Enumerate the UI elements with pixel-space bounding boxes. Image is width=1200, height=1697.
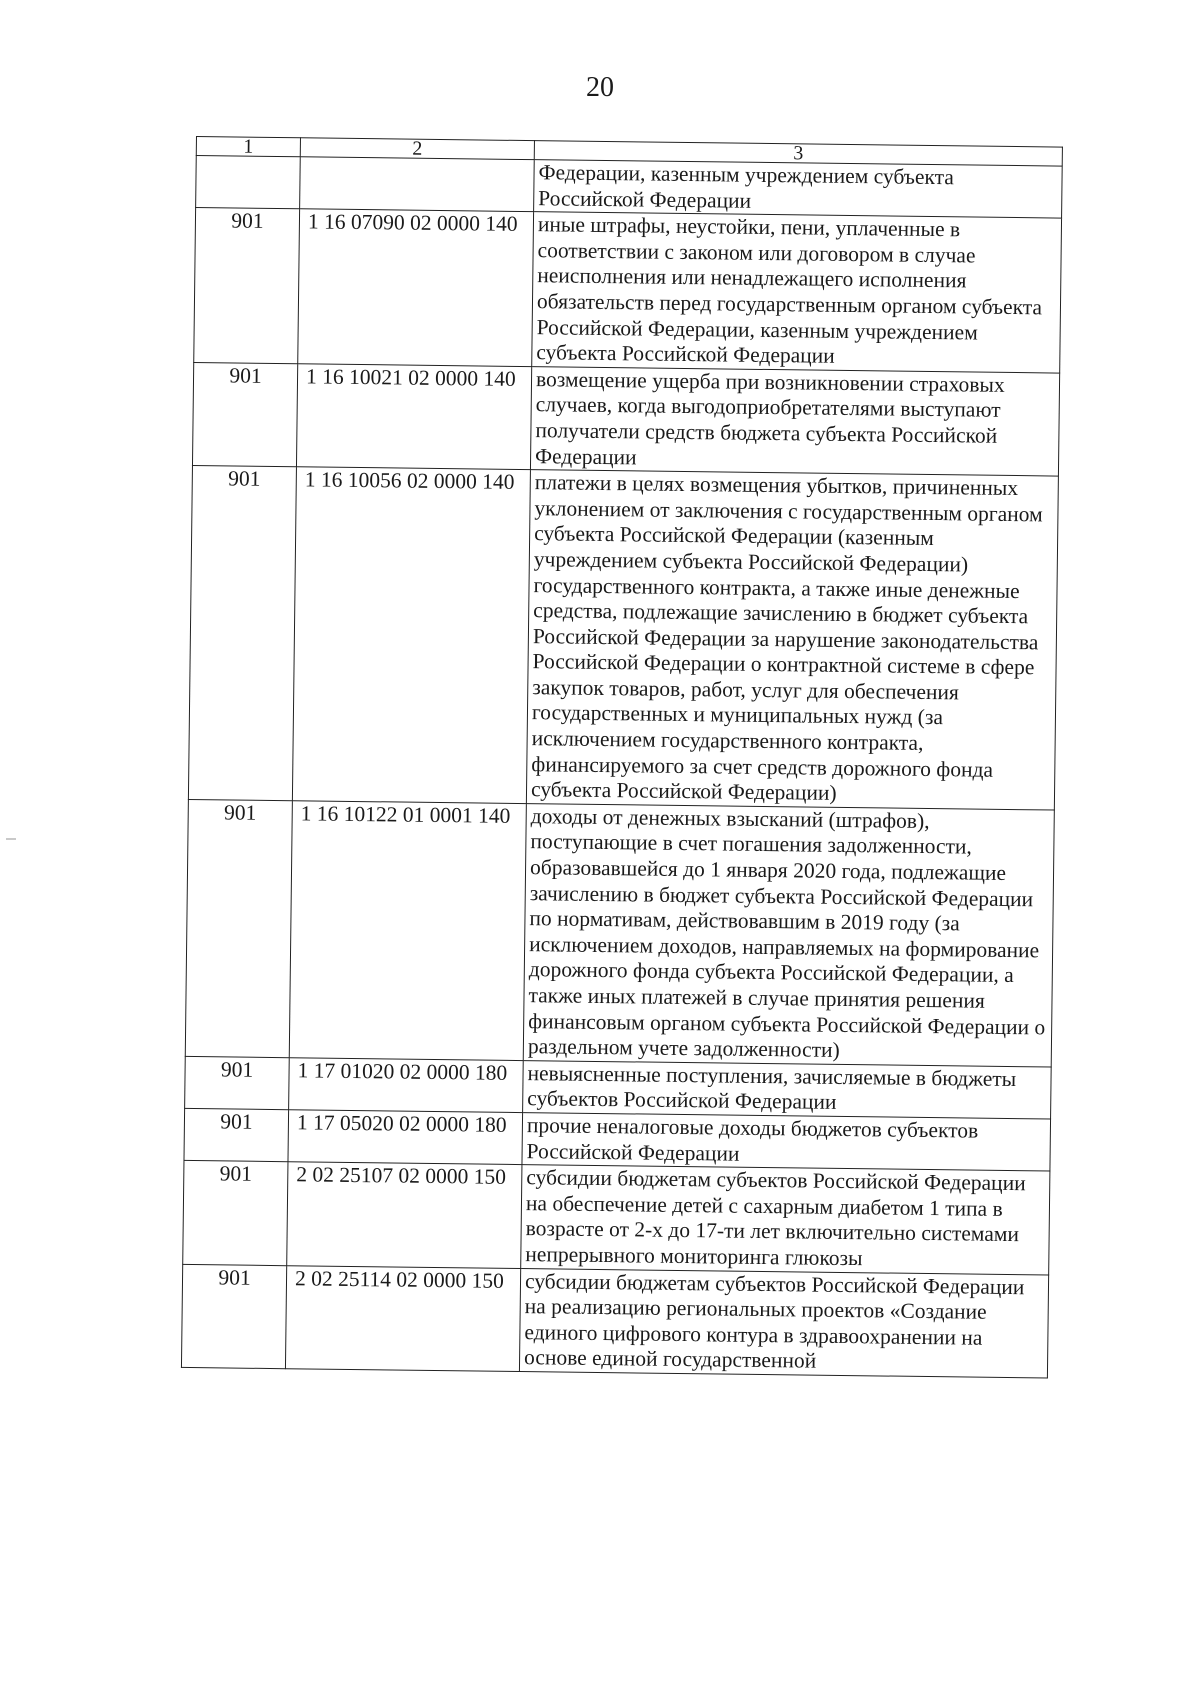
revenue-codes-table	[181, 136, 1063, 1378]
kbk-code-cell: 1 16 10122 01 0001 140	[289, 801, 526, 1061]
description-cell: невыясненные поступления, зачисляемые в бюджеты субъектов Российской Федерации	[523, 1060, 1052, 1119]
header-col-1: 1	[196, 137, 300, 157]
table-row	[183, 1161, 1050, 1275]
kbk-code-cell: 1 16 07090 02 0000 140	[298, 209, 534, 366]
kbk-code-cell: 2 02 25107 02 0000 150	[287, 1162, 522, 1268]
owner-code-cell: 901	[181, 1264, 286, 1369]
table-row	[188, 466, 1058, 810]
owner-code-cell: 901	[192, 362, 297, 467]
owner-code-cell: 901	[194, 208, 300, 364]
kbk-code-cell: 1 17 05020 02 0000 180	[288, 1110, 523, 1165]
owner-code-cell: 901	[184, 1108, 289, 1161]
kbk-code-cell: 1 16 10056 02 0000 140	[292, 467, 530, 804]
description-cell: субсидии бюджетам субъектов Российской Федерации на реализацию региональных проектов «Создание единого цифрового контура в здравоохранении на основе единой государственной	[519, 1268, 1048, 1378]
owner-code-cell: 901	[185, 799, 292, 1057]
description-cell: доходы от денежных взысканий (штрафов), поступающие в счет погашения задолженности, образовавшейся до 1 января 2020 года, подлежащие зачислению в бюджет субъекта Российской Федерации по нормативам, действовавшим в 2019 году (за исключением доходов, направляемых на формирование дорожного фонда субъекта Российской Федерации, а также иных платежей в случае принятия решения финансовым органом субъекта Российской Федерации о раздельном учете задолженности)	[523, 803, 1054, 1066]
owner-code-cell: 901	[188, 466, 296, 801]
kbk-code-cell: 2 02 25114 02 0000 150	[285, 1265, 520, 1371]
table-row	[192, 362, 1059, 476]
revenue-codes-table-wrapper	[181, 136, 1062, 1378]
table-row	[185, 799, 1054, 1066]
owner-code-cell: 901	[185, 1056, 290, 1109]
owner-code-cell	[196, 156, 301, 209]
description-cell: Федерации, казенным учреждением субъекта Российской Федерации	[534, 160, 1063, 219]
scan-margin-mark	[6, 838, 16, 840]
header-col-2: 2	[300, 138, 534, 160]
kbk-code-cell: 1 17 01020 02 0000 180	[289, 1057, 524, 1112]
owner-code-cell: 901	[183, 1161, 288, 1266]
description-cell: возмещение ущерба при возникновении страховых случаев, когда выгодоприобретателями выступают получатели средств бюджета субъекта Российской Федерации	[530, 366, 1059, 476]
page-number: 20	[586, 72, 614, 103]
kbk-code-cell: 1 16 10021 02 0000 140	[296, 364, 531, 470]
header-col-3: 3	[534, 141, 1062, 166]
description-cell: иные штрафы, неустойки, пени, уплаченные в соответствии с законом или договором в случае неисполнения или ненадлежащего исполнения обязательств перед государственным органом субъекта Российской Федерации, казенным учреждением субъекта Российской Федерации	[532, 212, 1062, 373]
description-cell: субсидии бюджетам субъектов Российской Федерации на обеспечение детей с сахарным диабетом 1 типа в возрасте от 2-х до 17-ти лет включительно системами непрерывного мониторинга глюкозы	[521, 1165, 1050, 1275]
description-cell: прочие неналоговые доходы бюджетов субъектов Российской Федерации	[522, 1113, 1051, 1172]
description-cell: платежи в целях возмещения убытков, причиненных уклонением от заключения с государственным органом субъекта Российской Федерации (казенным учреждением субъекта Российской Федерации) государственного контракта, а также иные денежные средства, подлежащие зачислению в бюджет субъекта Российской Федерации за нарушение законодательства Российской Федерации о контрактной системе в сфере закупок товаров, работ, услуг для обеспечения государственных и муниципальных нужд (за исключением государственного контракта, финансируемого за счет средств дорожного фонда субъекта Российской Федерации)	[526, 470, 1058, 810]
table-row	[194, 208, 1062, 373]
kbk-code-cell	[300, 157, 535, 212]
table-row	[181, 1264, 1048, 1378]
